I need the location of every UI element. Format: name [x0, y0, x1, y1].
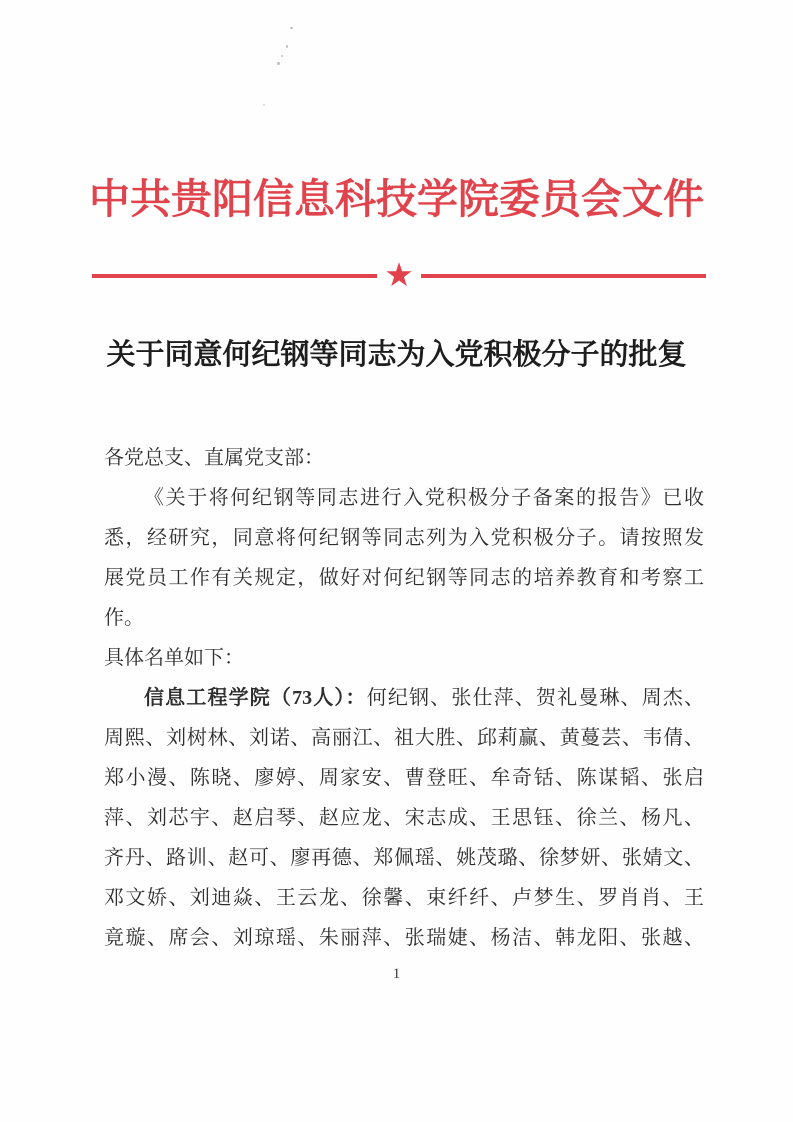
name-list-line-1-text: 何纪钢、张仕萍、贺礼曼琳、周杰、	[366, 687, 704, 709]
paragraph-line-2: 悉，经研究，同意将何纪钢等同志列为入党积极分子。请按照发	[104, 527, 704, 549]
letterhead-title: 中共贵阳信息科技学院委员会文件	[89, 176, 704, 222]
department-label: 信息工程学院（73人）：	[144, 687, 367, 709]
salutation-line: 各党总支、直属党支部：	[104, 447, 324, 469]
document-body	[104, 438, 704, 958]
scan-speck	[290, 27, 293, 29]
name-list-line-3: 郑小漫、陈晓、廖婷、周家安、曹登旺、牟奇铦、陈谋韬、张启	[104, 767, 704, 789]
paragraph-line-4: 作。	[104, 607, 144, 629]
scan-speck	[277, 62, 280, 65]
divider-line-left	[92, 274, 377, 278]
name-list-line-5: 齐丹、路训、赵可、廖再德、郑佩瑶、姚茂璐、徐梦妍、张婧文、	[104, 847, 704, 869]
paragraph-line-3: 展党员工作有关规定，做好对何纪钢等同志的培养教育和考察工	[104, 567, 704, 589]
scan-speck	[263, 104, 265, 106]
scan-speck	[281, 55, 283, 57]
name-list-line-4: 萍、刘芯宇、赵启琴、赵应龙、宋志成、王思钰、徐兰、杨凡、	[104, 807, 704, 829]
scan-speck	[286, 45, 288, 48]
divider-line-right	[421, 274, 706, 278]
star-icon: ★	[384, 255, 414, 294]
name-list-line-6: 邓文娇、刘迪焱、王云龙、徐馨、束纤纤、卢梦生、罗肖肖、王	[104, 887, 704, 909]
paragraph-line-1: 《关于将何纪钢等同志进行入党积极分子备案的报告》已收	[144, 487, 704, 509]
document-title: 关于同意何纪钢等同志为入党积极分子的批复	[106, 339, 687, 371]
name-list-line-1	[104, 678, 704, 718]
name-list-line-2: 周熙、刘树林、刘诺、高丽江、祖大胜、邱莉赢、黄蔓芸、韦倩、	[104, 727, 704, 749]
list-intro-line: 具体名单如下：	[104, 647, 244, 669]
name-list-line-7: 竟璇、席会、刘琼瑶、朱丽萍、张瑞婕、杨洁、韩龙阳、张越、	[104, 927, 704, 949]
page-number: 1	[392, 966, 401, 982]
letterhead-divider	[92, 255, 706, 294]
